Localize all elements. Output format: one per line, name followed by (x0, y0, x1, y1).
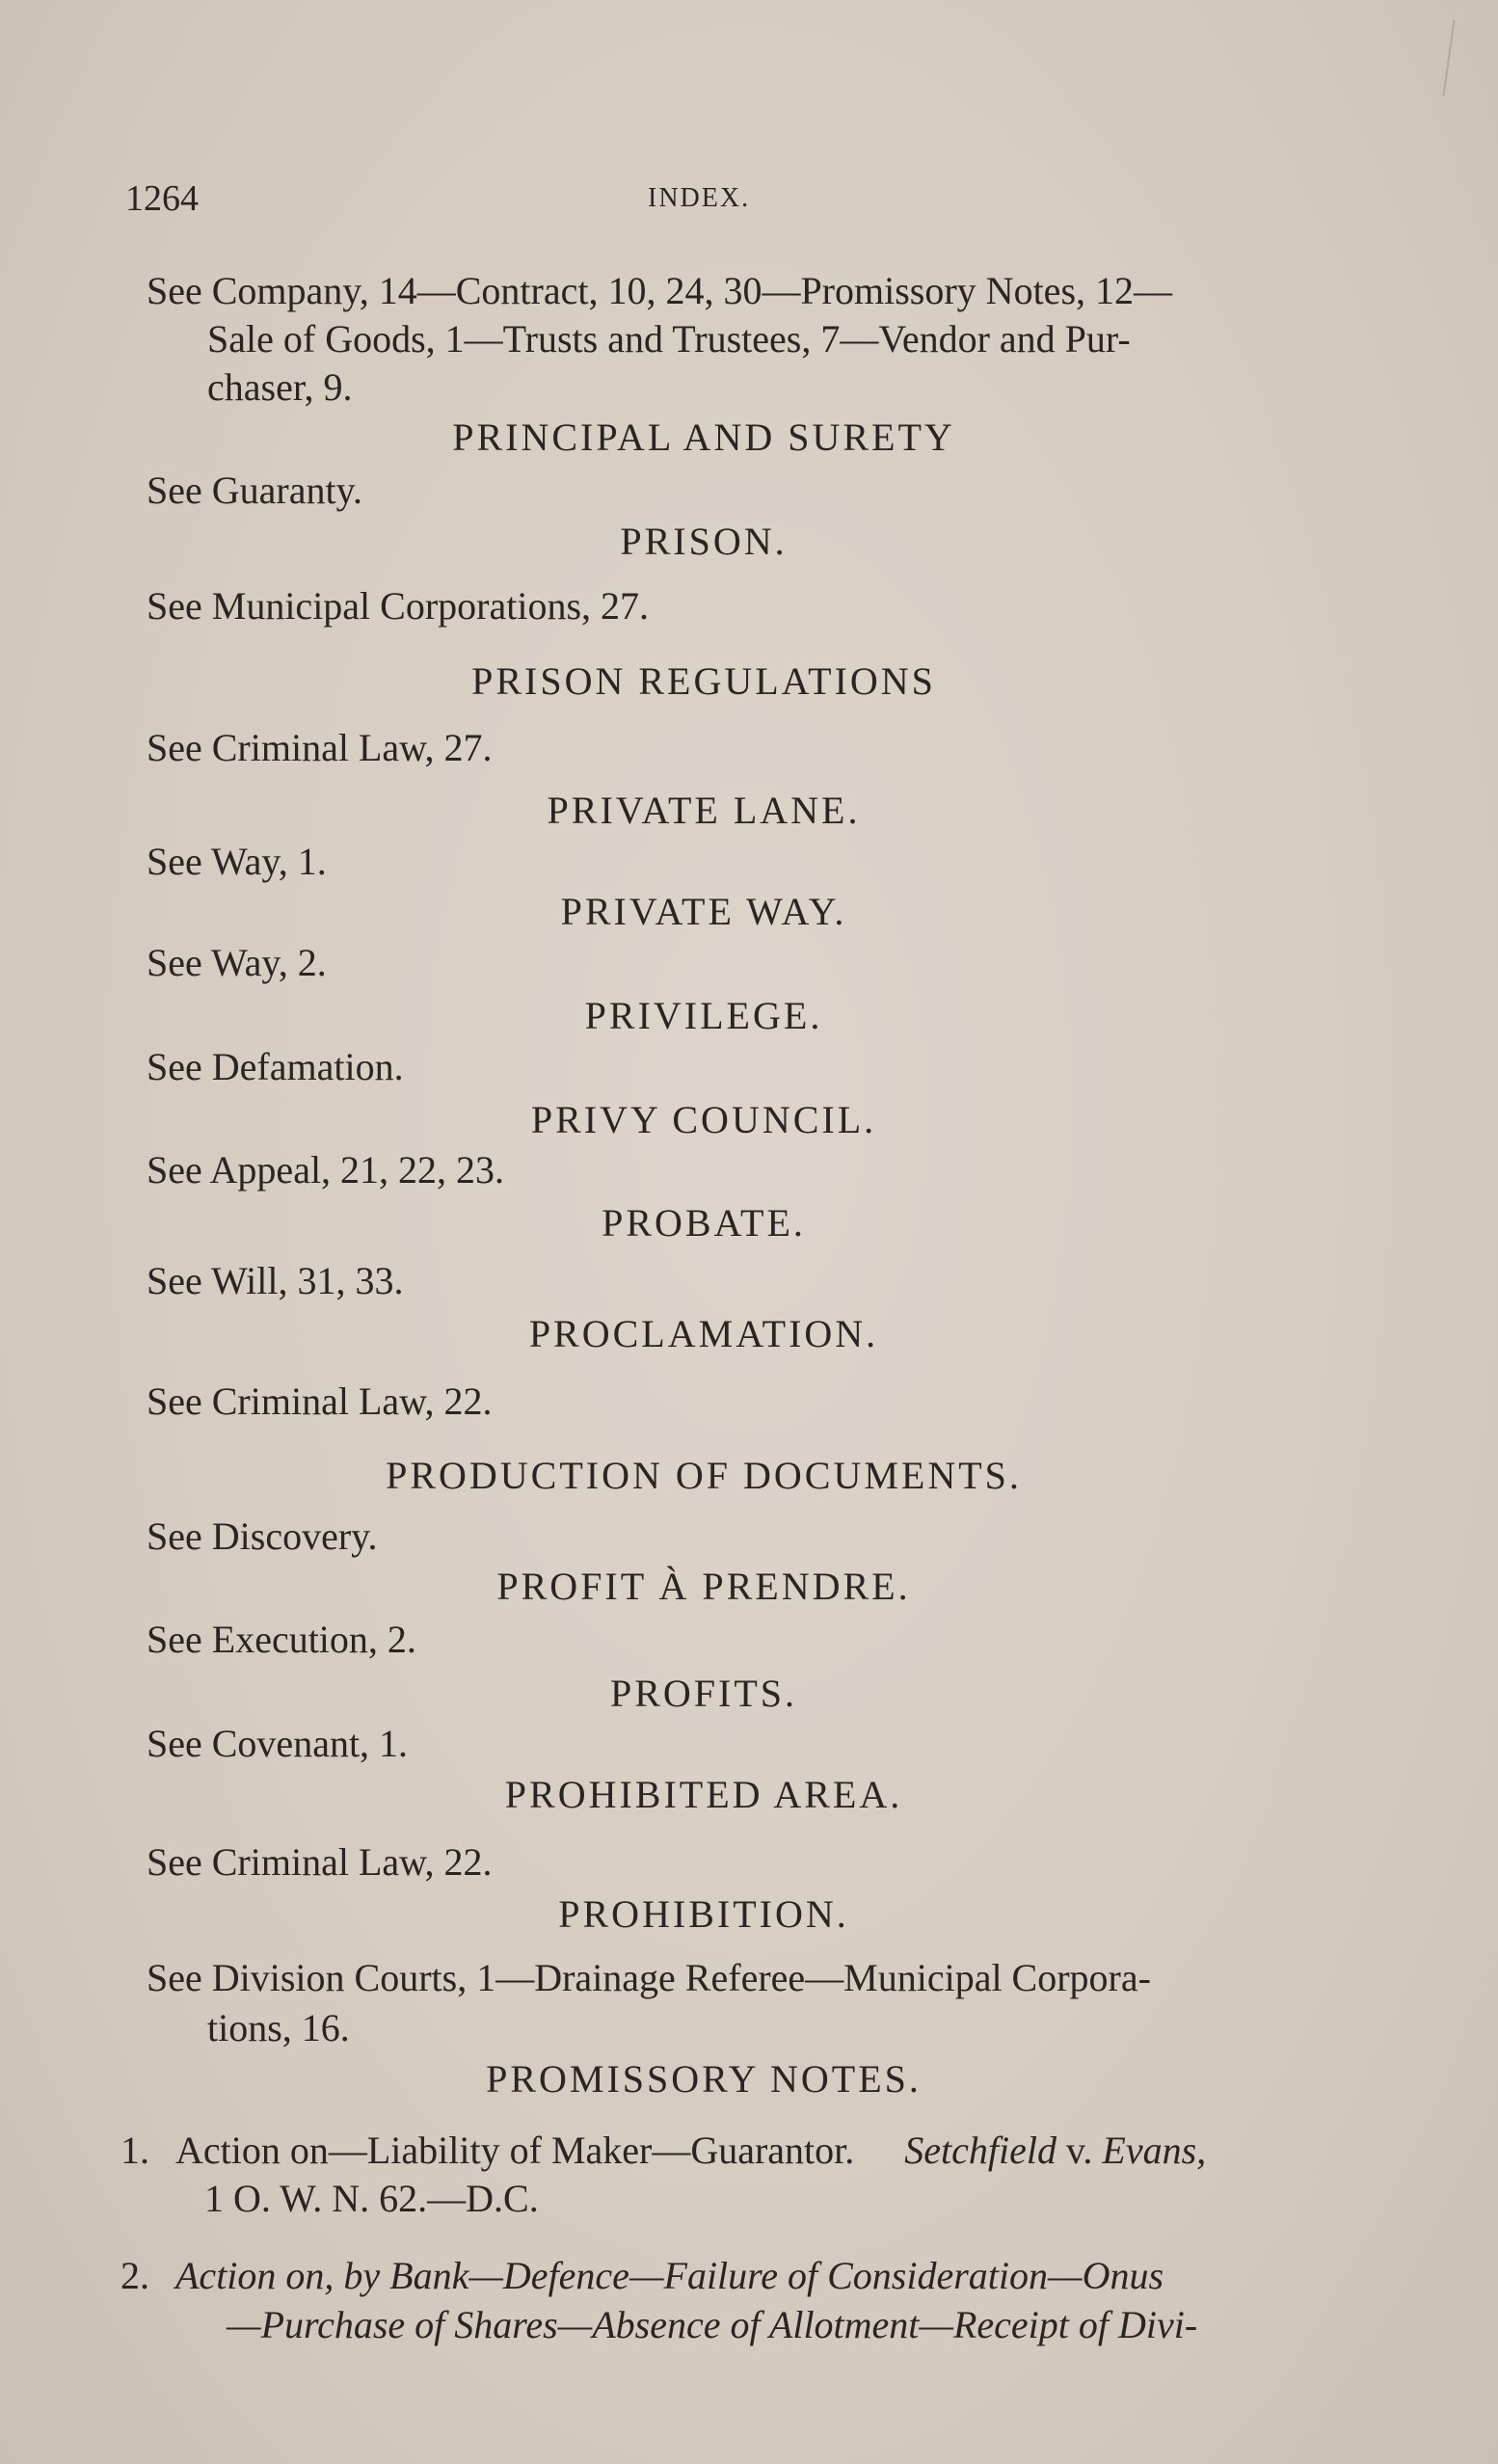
see-criminal-law-22-a: See Criminal Law, 22. (147, 1379, 493, 1423)
heading-promissory-notes: PROMISSORY NOTES. (486, 2057, 922, 2101)
item-1-case-defendant: Evans, (1102, 2129, 1207, 2172)
heading-prison-regulations: PRISON REGULATIONS (471, 659, 936, 703)
heading-profits: PROFITS. (609, 1672, 798, 1715)
heading-prohibited-area: PROHIBITED AREA. (504, 1773, 903, 1816)
see-division-courts: See Division Courts, 1—Drainage Referee—Municipal Corpora- (147, 1956, 1151, 1999)
item-2-line-1: Action on, by Bank—Defence—Failure of Consideration—Onus (175, 2254, 1164, 2297)
item-1-case-plaintiff: Setchfield (904, 2129, 1057, 2172)
heading-profit-a-prendre: PROFIT À PRENDRE. (496, 1565, 911, 1608)
see-guaranty: See Guaranty. (147, 469, 362, 512)
item-1-versus: v. (1066, 2129, 1093, 2172)
see-division-courts-cont: tions, 16. (207, 2006, 350, 2049)
see-covenant: See Covenant, 1. (147, 1722, 409, 1765)
see-way-2: See Way, 2. (147, 941, 327, 984)
intro-line-1: See Company, 14—Contract, 10, 24, 30—Promissory Notes, 12— (147, 269, 1173, 312)
see-municipal-corporations: See Municipal Corporations, 27. (147, 584, 650, 628)
heading-prison: PRISON. (620, 520, 788, 563)
heading-principal-and-surety: PRINCIPAL AND SURETY (452, 415, 955, 459)
item-2-number: 2. (120, 2254, 149, 2297)
heading-private-lane: PRIVATE LANE. (547, 789, 861, 832)
heading-privilege: PRIVILEGE. (584, 994, 823, 1037)
heading-private-way: PRIVATE WAY. (560, 890, 847, 933)
item-1-text: Action on—Liability of Maker—Guarantor. (175, 2129, 855, 2172)
see-appeal: See Appeal, 21, 22, 23. (147, 1148, 505, 1192)
see-execution: See Execution, 2. (147, 1618, 416, 1661)
heading-prohibition: PROHIBITION. (558, 1892, 849, 1936)
page-edge-mark (1442, 19, 1455, 95)
see-will: See Will, 31, 33. (147, 1259, 404, 1302)
page-number: 1264 (125, 178, 199, 219)
heading-production-of-documents: PRODUCTION OF DOCUMENTS. (386, 1454, 1022, 1497)
heading-probate: PROBATE. (602, 1201, 806, 1245)
intro-line-3: chaser, 9. (207, 365, 353, 409)
intro-line-2: Sale of Goods, 1—Trusts and Trustees, 7—Vendor and Pur- (207, 317, 1131, 361)
heading-proclamation: PROCLAMATION. (528, 1312, 879, 1355)
item-1-citation: 1 O. W. N. 62.—D.C. (204, 2177, 539, 2220)
see-criminal-law-27: See Criminal Law, 27. (147, 726, 493, 769)
see-discovery: See Discovery. (147, 1514, 378, 1558)
see-criminal-law-22-b: See Criminal Law, 22. (147, 1840, 493, 1884)
item-2-line-2: —Purchase of Shares—Absence of Allotment—Receipt of Divi- (227, 2303, 1198, 2346)
item-1-number: 1. (120, 2129, 149, 2172)
running-title: INDEX. (648, 183, 751, 213)
heading-privy-council: PRIVY COUNCIL. (530, 1098, 877, 1141)
see-defamation: See Defamation. (147, 1045, 404, 1088)
see-way-1: See Way, 1. (147, 840, 327, 883)
item-1-line (175, 2128, 1206, 2173)
